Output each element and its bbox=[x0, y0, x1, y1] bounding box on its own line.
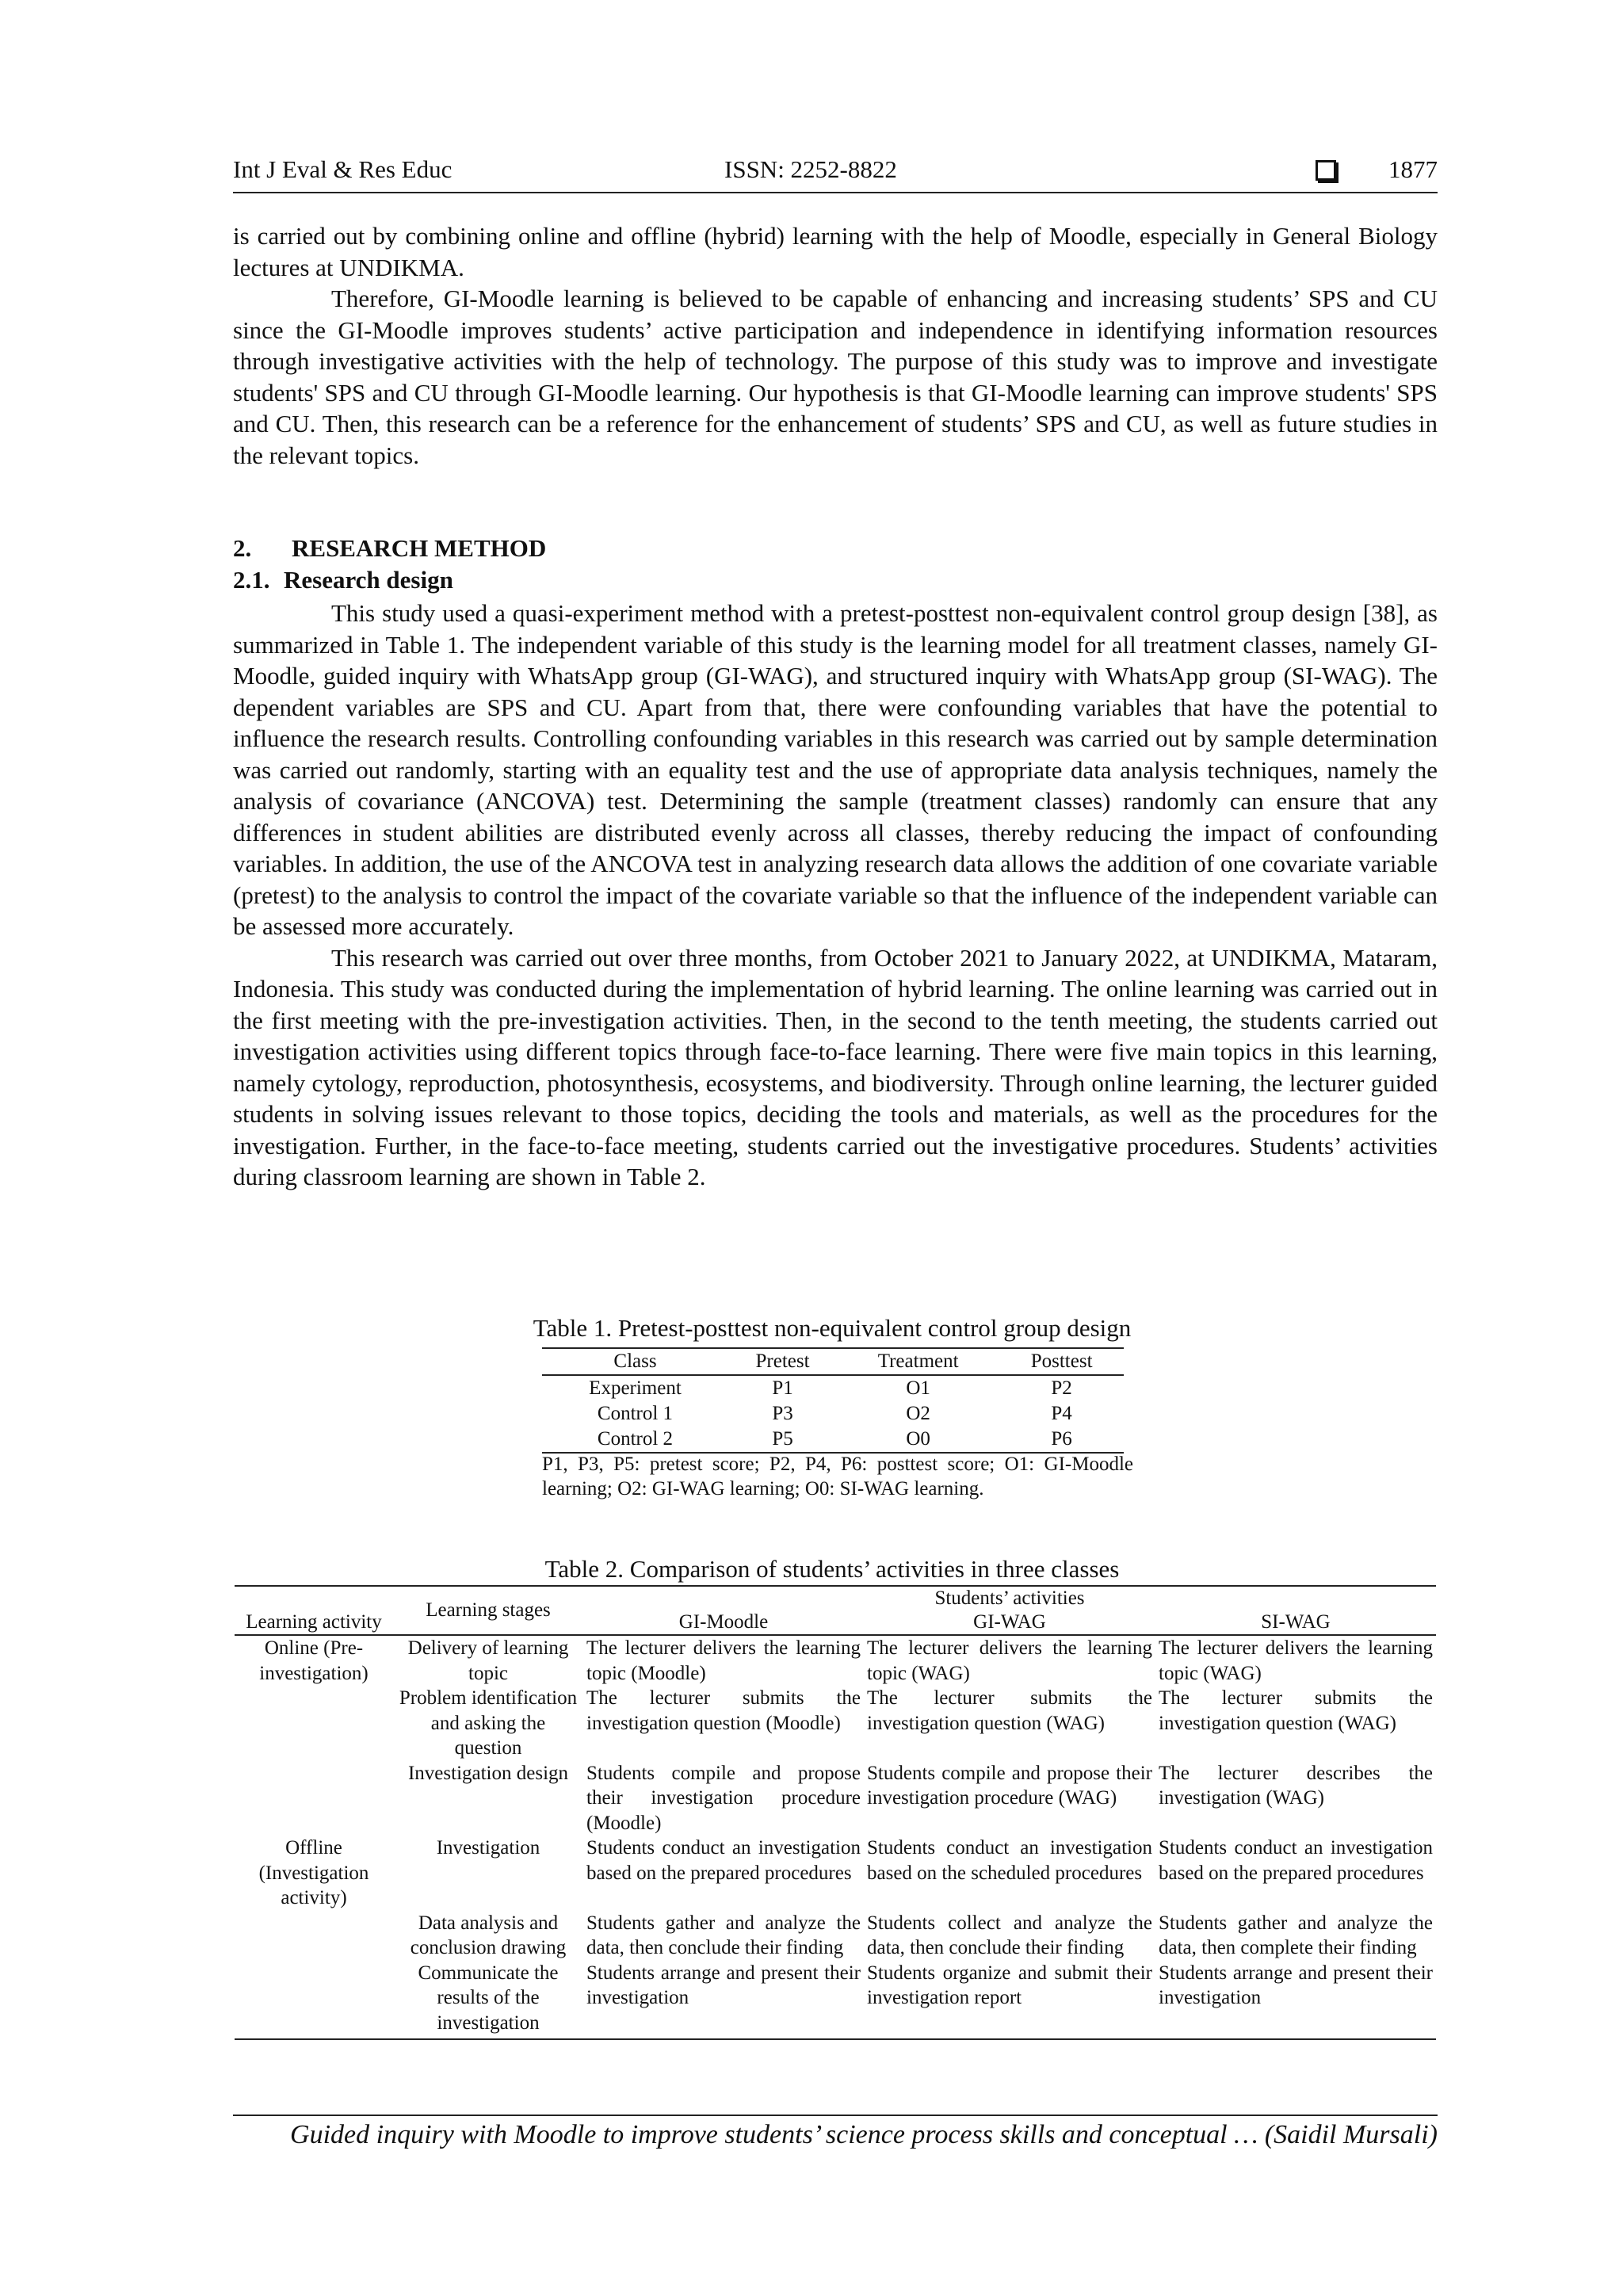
table-cell: Investigation design bbox=[407, 1762, 569, 1784]
table-cell: Students compile and propose their investigation procedure (Moodle) bbox=[586, 1762, 861, 1834]
table-cell: O0 bbox=[837, 1427, 999, 1453]
table-cell: The lecturer delivers the learning topic (WAG) bbox=[1159, 1637, 1433, 1684]
header-learning-stages: Learning stages bbox=[393, 1586, 583, 1635]
running-header bbox=[233, 155, 1438, 193]
header-gi-wag: GI-WAG bbox=[864, 1610, 1155, 1635]
table-cell: Online (Pre-investigation) bbox=[259, 1637, 369, 1684]
table-header: Pretest bbox=[728, 1348, 837, 1375]
table-cell: P5 bbox=[728, 1427, 837, 1453]
table-cell: Students arrange and present their investigation bbox=[1155, 1961, 1436, 2040]
square-bullet-icon bbox=[1316, 160, 1336, 181]
intro-text bbox=[233, 220, 1438, 471]
table1-caption: Table 1. Pretest-posttest non-equivalent control group design bbox=[533, 1314, 1132, 1342]
table-cell: P3 bbox=[772, 1403, 793, 1424]
table-cell: P6 bbox=[999, 1427, 1124, 1453]
table-row bbox=[235, 1911, 1436, 1961]
issn: ISSN: 2252-8822 bbox=[724, 155, 897, 183]
header-gi-moodle: GI-Moodle bbox=[583, 1610, 864, 1635]
running-footer: Guided inquiry with Moodle to improve students’ science process skills and conceptual … (Saidil Mursali) bbox=[290, 2120, 1438, 2149]
table2 bbox=[235, 1585, 1436, 2040]
table-cell: Students conduct an investigation based on the prepared procedures bbox=[586, 1837, 861, 1884]
subsection-heading bbox=[233, 566, 453, 594]
table-cell: Students compile and propose their investigation procedure (WAG) bbox=[867, 1762, 1152, 1809]
footer-divider bbox=[233, 2115, 1438, 2116]
table-cell: Offline (Investigation activity) bbox=[258, 1837, 369, 1908]
table-cell: Problem identification and asking the question bbox=[399, 1687, 578, 1759]
section-heading bbox=[233, 534, 546, 563]
paragraph: is carried out by combining online and offline (hybrid) learning with the help of Moodle, especially in General Biology lectures at UNDIKMA. bbox=[233, 222, 1438, 281]
table-cell: The lecturer submits the investigation question (WAG) bbox=[1159, 1687, 1433, 1734]
table-cell: The lecturer delivers the learning topic (Moodle) bbox=[586, 1637, 861, 1684]
section-number: 2. bbox=[233, 534, 252, 562]
table-cell: Data analysis and conclusion drawing bbox=[410, 1912, 567, 1958]
table-cell: Delivery of learning topic bbox=[407, 1637, 569, 1684]
table-header: Posttest bbox=[999, 1348, 1124, 1375]
section-title: RESEARCH METHOD bbox=[292, 534, 547, 562]
table-row bbox=[235, 1761, 1436, 1836]
table-row bbox=[235, 1961, 1436, 2040]
table-cell: Students gather and analyze the data, then conclude their finding bbox=[586, 1912, 861, 1958]
table-cell: Students organize and submit their investigation report bbox=[864, 1961, 1155, 2040]
method-text bbox=[233, 598, 1438, 1193]
table-cell bbox=[235, 1761, 393, 1836]
table-cell: Investigation bbox=[436, 1837, 540, 1859]
table-cell: Experiment bbox=[589, 1377, 682, 1399]
table1-note: P1, P3, P5: pretest score; P2, P4, P6: posttest score; O1: GI-Moodle learning; O2: GI-WAG learning; O0: SI-WAG learning. bbox=[542, 1454, 1133, 1499]
table-cell: O2 bbox=[906, 1403, 930, 1424]
table-row bbox=[542, 1375, 1124, 1401]
table-cell: P1 bbox=[772, 1377, 793, 1399]
table-row bbox=[235, 1635, 1436, 1686]
table-row bbox=[542, 1427, 1124, 1453]
table-row bbox=[542, 1401, 1124, 1427]
subsection-number: 2.1. bbox=[233, 566, 270, 594]
header-students-activities: Students’ activities bbox=[583, 1586, 1436, 1610]
table-cell: Control 1 bbox=[597, 1403, 674, 1424]
table-cell: Students conduct an investigation based on the prepared procedures bbox=[1159, 1837, 1433, 1884]
subsection-title: Research design bbox=[284, 566, 453, 594]
table-cell: The lecturer describes the investigation (WAG) bbox=[1159, 1762, 1433, 1809]
table-cell: Students arrange and present their investigation bbox=[583, 1961, 864, 2040]
paragraph: This study used a quasi-experiment method with a pretest-posttest non-equivalent control group design [38], as summarized in Table 1. The independent variable of this study is the learning model for all treatment classes, namely GI-Moodle, guided inquiry with WhatsApp group (GI-WAG), and structured inquiry with WhatsApp group (SI-WAG). The dependent variables are SPS and CU. Apart from that, there were confounding variables that have the potential to influence the research results. Controlling confounding variables in this research was carried out by sample determination was carried out randomly, starting with an equality test and the use of appropriate data analysis techniques, namely the analysis of covariance (ANCOVA) test. Determining the sample (treatment classes) randomly can ensure that any differences in student abilities are distributed evenly across all classes, thereby reducing the impact of confounding variables. In addition, the use of the ANCOVA test in analyzing research data allows the addition of one covariate variable (pretest) to the analysis to control the impact of the covariate variable so that the influence of the independent variable can be assessed more accurately. bbox=[233, 599, 1438, 940]
table-row bbox=[235, 1836, 1436, 1911]
table-cell: O1 bbox=[906, 1377, 930, 1399]
paragraph: Therefore, GI-Moodle learning is believed to be capable of enhancing and increasing students’ SPS and CU since the GI-Moodle improves students’ active participation and independence in identifying information resources through investigative activities with the help of technology. The purpose of this study was to improve and investigate students' SPS and CU through GI-Moodle learning. Our hypothesis is that GI-Moodle learning can improve students' SPS and CU. Then, this research can be a reference for the enhancement of students’ SPS and CU, as well as future studies in the relevant topics. bbox=[233, 285, 1438, 469]
paragraph: This research was carried out over three months, from October 2021 to January 2022, at UNDIKMA, Mataram, Indonesia. This study was conducted during the implementation of hybrid learning. The online learning was carried out in the first meeting with the pre-investigation activities. Then, in the second to the tenth meeting, the students carried out investigation activities using different topics through face-to-face learning. There were five main topics in this learning, namely cytology, reproduction, photosynthesis, ecosystems, and biodiversity. Through online learning, the lecturer guided students in solving issues relevant to those topics, deciding the tools and materials, as well as the procedures for the investigation. Further, in the face-to-face meeting, students carried out the investigative procedures. Students’ activities during classroom learning are shown in Table 2. bbox=[233, 943, 1438, 1190]
table-cell: The lecturer delivers the learning topic (WAG) bbox=[867, 1637, 1152, 1684]
table-cell bbox=[235, 1911, 393, 1961]
table-cell: Students collect and analyze the data, then conclude their finding bbox=[867, 1912, 1152, 1958]
table-cell: The lecturer submits the investigation question (WAG) bbox=[867, 1687, 1152, 1734]
table-cell: P2 bbox=[1051, 1377, 1072, 1399]
table-cell bbox=[235, 1961, 393, 2040]
page-number: 1877 bbox=[1388, 155, 1438, 183]
header-si-wag: SI-WAG bbox=[1155, 1610, 1436, 1635]
journal-name: Int J Eval & Res Educ bbox=[233, 155, 453, 183]
header-learning-activity: Learning activity bbox=[235, 1586, 393, 1635]
table-header: Class bbox=[542, 1348, 728, 1375]
table-cell: The lecturer submits the investigation question (Moodle) bbox=[586, 1687, 861, 1734]
table2-caption: Table 2. Comparison of students’ activities in three classes bbox=[544, 1555, 1120, 1583]
table1 bbox=[542, 1347, 1124, 1454]
table-cell: Control 2 bbox=[542, 1427, 728, 1453]
table-cell: P4 bbox=[1051, 1403, 1072, 1424]
table-cell: Students gather and analyze the data, then complete their finding bbox=[1159, 1912, 1433, 1958]
table-cell: Communicate the results of the investigation bbox=[393, 1961, 583, 2040]
table-cell: Students conduct an investigation based on the scheduled procedures bbox=[867, 1837, 1152, 1884]
table-header: Treatment bbox=[837, 1348, 999, 1375]
table-row bbox=[235, 1686, 1436, 1761]
table-cell bbox=[235, 1686, 393, 1761]
